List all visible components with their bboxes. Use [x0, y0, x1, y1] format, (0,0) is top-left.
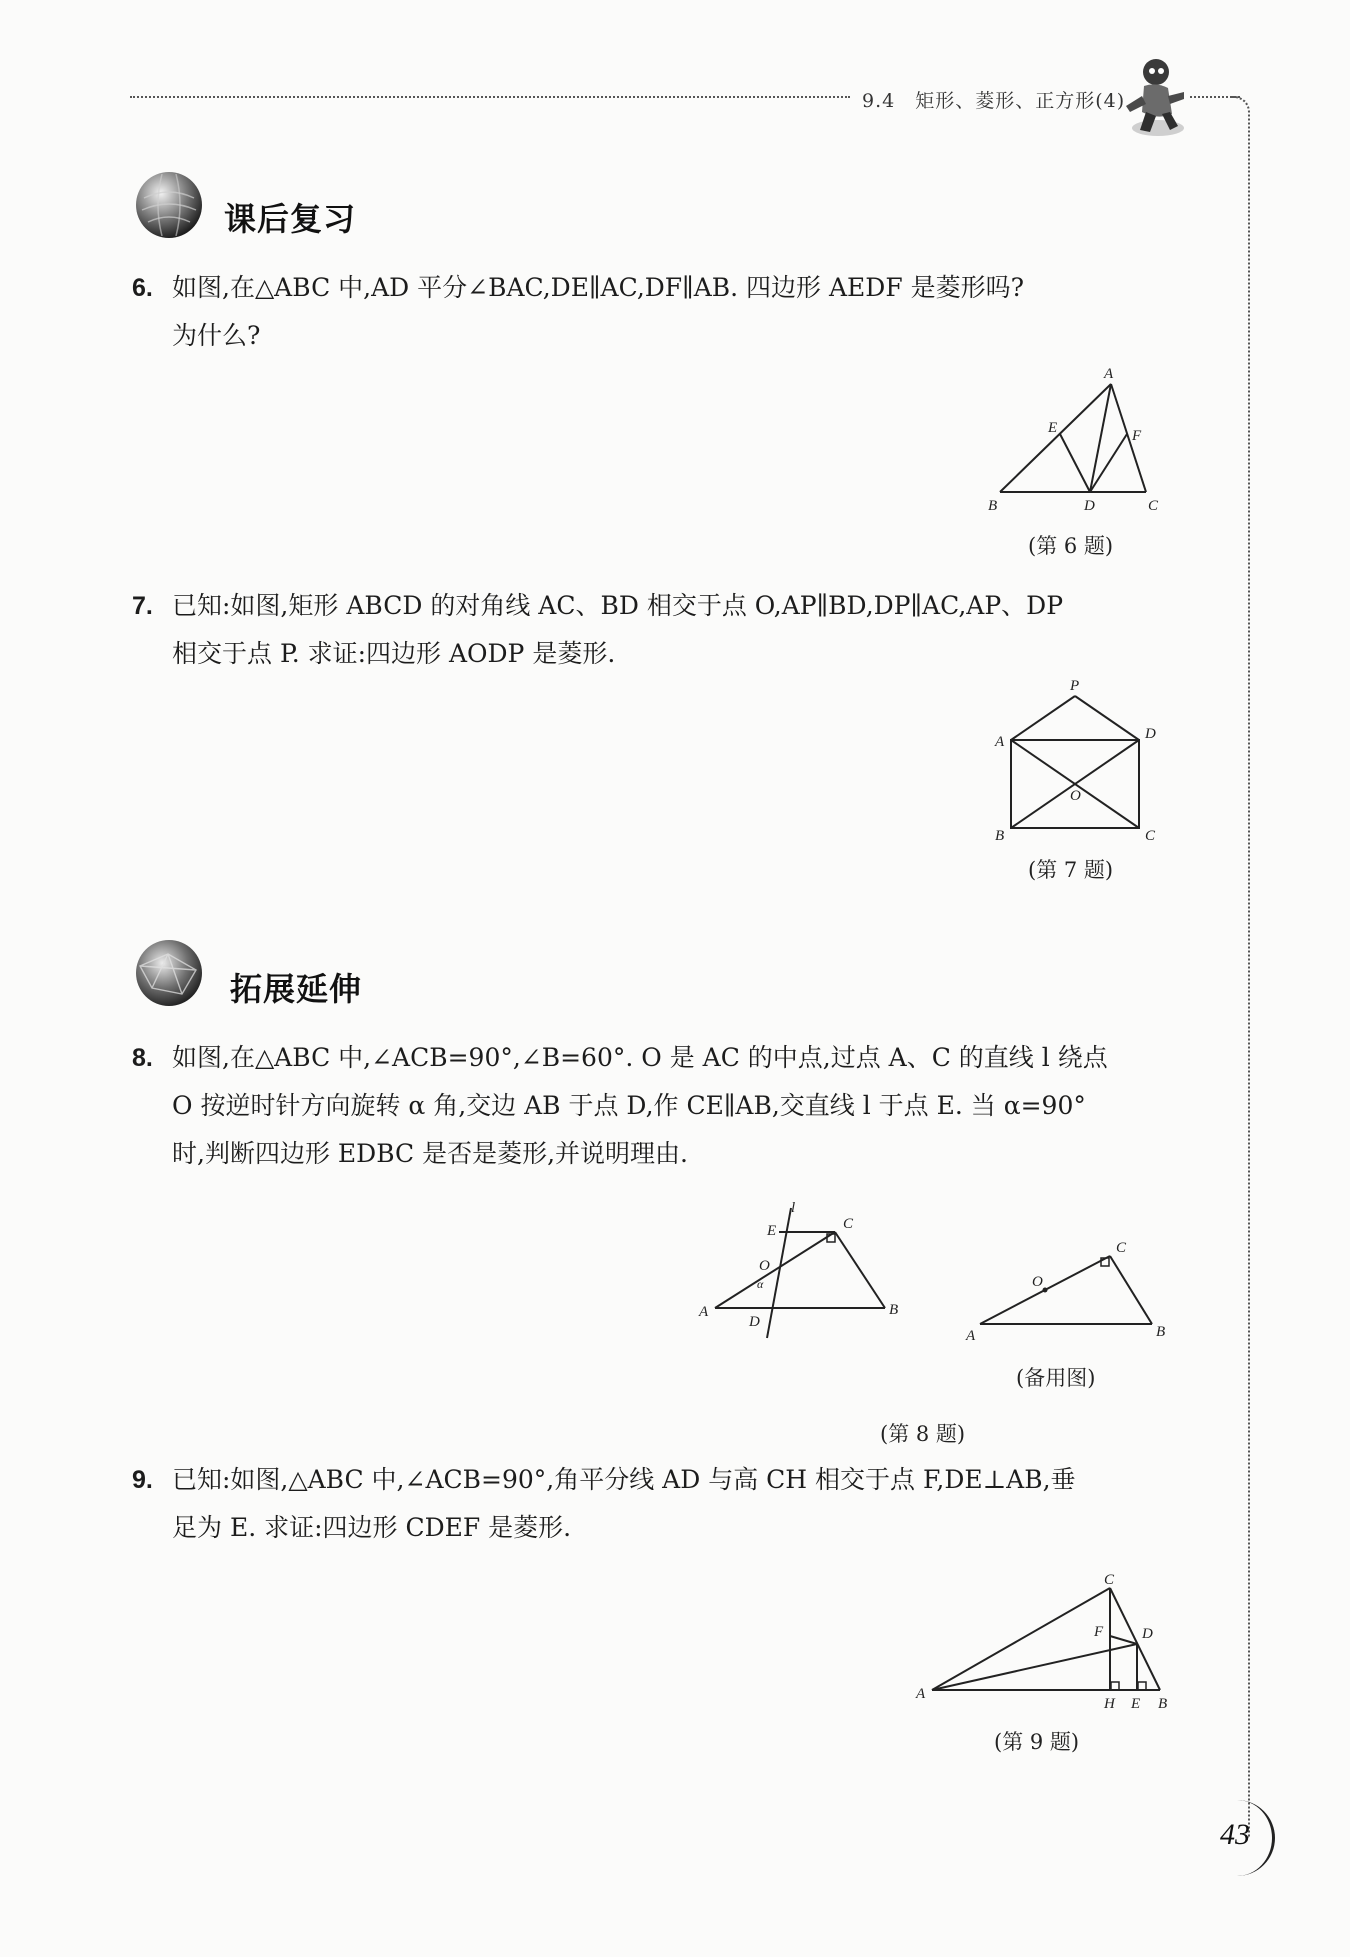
point-label: A: [966, 1328, 976, 1344]
figure-7: [985, 676, 1185, 846]
figure-caption: (第 6 题): [1028, 534, 1114, 558]
problem-number: 6.: [132, 274, 153, 302]
problem-text-line: 已知:如图,矩形 ABCD 的对角线 AC、BD 相交于点 O,AP∥BD,DP∥AC,AP、DP: [172, 591, 1064, 620]
problem-text-line: 已知:如图,△ABC 中,∠ACB=90°,角平分线 AD 与高 CH 相交于点 F,DE⊥AB,垂: [172, 1465, 1076, 1494]
point-label: C: [1148, 498, 1159, 512]
problem-number: 9.: [132, 1466, 153, 1494]
point-label: O: [1070, 788, 1081, 804]
page-number: 43: [1220, 1818, 1250, 1851]
point-label: B: [988, 498, 998, 512]
problem-text-line: 如图,在△ABC 中,AD 平分∠BAC,DE∥AC,DF∥AB. 四边形 AEDF 是菱形吗?: [172, 273, 1025, 302]
point-label: F: [1094, 1624, 1104, 1640]
header-dotted-rule-left: [130, 96, 850, 98]
section-title-extension: 拓展延伸: [230, 970, 363, 1008]
problem-number: 7.: [132, 592, 153, 620]
figure-9: [910, 1570, 1180, 1710]
figure-caption: (第 9 题): [994, 1730, 1080, 1754]
figure-caption: (第 8 题): [880, 1422, 966, 1446]
point-label: A: [995, 734, 1005, 750]
point-label: C: [1104, 1572, 1115, 1588]
point-label: B: [889, 1302, 899, 1318]
globe-icon: [132, 936, 206, 1010]
point-label: D: [1145, 726, 1156, 742]
point-label: O: [1032, 1274, 1043, 1290]
problem-number: 8.: [132, 1044, 153, 1072]
problem-text-line: 相交于点 P. 求证:四边形 AODP 是菱形.: [172, 639, 616, 668]
point-label: D: [1142, 1626, 1153, 1642]
point-label: O: [759, 1258, 770, 1274]
problem-text-line: 为什么?: [172, 321, 261, 350]
point-label: l: [791, 1200, 796, 1216]
point-label: A: [916, 1686, 926, 1702]
point-label: C: [1116, 1240, 1127, 1256]
problem-text-line: O 按逆时针方向旋转 α 角,交边 AB 于点 D,作 CE∥AB,交直线 l 于点 E. 当 α=90°: [172, 1091, 1086, 1120]
point-label: A: [699, 1304, 709, 1320]
problem-6: [132, 264, 1192, 360]
point-label: E: [1131, 1696, 1141, 1710]
point-label: C: [843, 1216, 854, 1232]
section-title-review: 课后复习: [224, 200, 357, 238]
problem-text-line: 时,判断四边形 EDBC 是否是菱形,并说明理由.: [172, 1139, 688, 1168]
point-label: A: [1104, 366, 1114, 382]
margin-dotted-rule: [1232, 96, 1250, 1838]
point-label: B: [1158, 1696, 1168, 1710]
problem-text-line: 如图,在△ABC 中,∠ACB=90°,∠B=60°. O 是 AC 的中点,过点 A、C 的直线 l 绕点: [172, 1043, 1108, 1072]
figure-8-alt: [960, 1228, 1180, 1348]
point-label: E: [1048, 420, 1058, 436]
point-label: H: [1104, 1696, 1115, 1710]
problem-7: [132, 582, 1192, 678]
problem-text-line: 足为 E. 求证:四边形 CDEF 是菱形.: [172, 1513, 572, 1542]
point-label: α: [757, 1277, 764, 1291]
point-label: D: [1084, 498, 1095, 512]
mascot-icon: [1118, 52, 1190, 142]
figure-8: [695, 1200, 915, 1350]
figure-caption-alt: (备用图): [1016, 1366, 1096, 1390]
figure-6: [980, 362, 1180, 512]
point-label: B: [995, 828, 1005, 844]
point-label: D: [749, 1314, 760, 1330]
problem-9: [132, 1456, 1192, 1552]
point-label: B: [1156, 1324, 1166, 1340]
header-section-title: 9.4 矩形、菱形、正方形(4): [862, 90, 1126, 112]
problem-8: [132, 1034, 1192, 1178]
point-label: F: [1132, 428, 1142, 444]
point-label: P: [1070, 678, 1080, 694]
point-label: E: [767, 1223, 777, 1239]
globe-icon: [132, 168, 206, 242]
point-label: C: [1145, 828, 1156, 844]
figure-caption: (第 7 题): [1028, 858, 1114, 882]
